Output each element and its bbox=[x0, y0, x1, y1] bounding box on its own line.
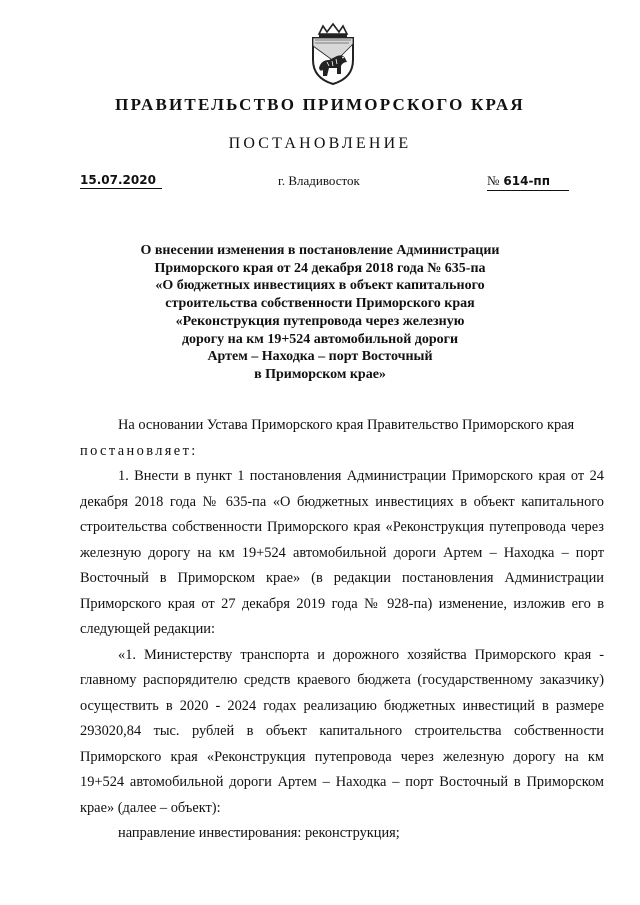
document-type: ПОСТАНОВЛЕНИЕ bbox=[228, 135, 412, 152]
clause-1-quoted-paragraph: «1. Министерству транспорта и дорожного хозяйства Приморского края - главному распорядителю средств краевого бюджета (государственному заказчику) осуществить в 2020 - 2024 годах реализацию бюджетных инвестиций в размере 293020,84 тыс. рублей в объект капитального строительства собственности Приморского края «Реконструкция путепровода через железную дорогу на км 19+524 автомобильной дороги Артем – Находка – порт Восточный в Приморском крае» (далее – объект): bbox=[80, 646, 604, 816]
decree-word: постановляет: bbox=[80, 442, 198, 459]
subject-line: Приморского края от 24 декабря 2018 года № 635-па bbox=[154, 260, 486, 276]
subject-line: «О бюджетных инвестициях в объект капитального bbox=[155, 278, 485, 294]
subject-line: Артем – Находка – порт Восточный bbox=[207, 349, 433, 365]
document-number-field bbox=[487, 173, 569, 191]
primorsky-krai-coat-of-arms-icon bbox=[305, 22, 361, 86]
preamble-paragraph: На основании Устава Приморского края Правительство Приморского края bbox=[118, 417, 575, 433]
document-number: 614-пп bbox=[503, 174, 551, 188]
document-body bbox=[80, 413, 604, 847]
subject-line: «Реконструкция путепровода через железную bbox=[175, 313, 465, 329]
document-meta bbox=[0, 173, 640, 195]
document-date: 15.07.2020 bbox=[80, 173, 162, 189]
document-city: г. Владивосток bbox=[278, 173, 360, 188]
investment-direction-paragraph: направление инвестирования: реконструкция; bbox=[118, 825, 400, 841]
government-title: ПРАВИТЕЛЬСТВО ПРИМОРСКОГО КРАЯ bbox=[115, 95, 525, 114]
subject-line: О внесении изменения в постановление Администрации bbox=[140, 243, 500, 258]
subject-line: дорогу на км 19+524 автомобильной дороги bbox=[181, 331, 459, 347]
clause-1-paragraph: 1. Внести в пункт 1 постановления Администрации Приморского края от 24 декабря 2018 года № 635-па «О бюджетных инвестициях в объект капитального строительства собственности Приморского края «Реконструкция путепровода через железную дорогу на км 19+524 автомобильной дороги Артем – Находка – порт Восточный в Приморском крае» (в редакции постановления Администрации Приморского края от 27 декабря 2019 года № 928-па) изменение, изложив его в следующей редакции: bbox=[80, 468, 604, 637]
number-sign: № bbox=[487, 173, 500, 188]
subject-line: строительства собственности Приморского края bbox=[165, 296, 475, 312]
document-subject bbox=[100, 242, 540, 384]
subject-line: в Приморском крае» bbox=[254, 366, 386, 382]
